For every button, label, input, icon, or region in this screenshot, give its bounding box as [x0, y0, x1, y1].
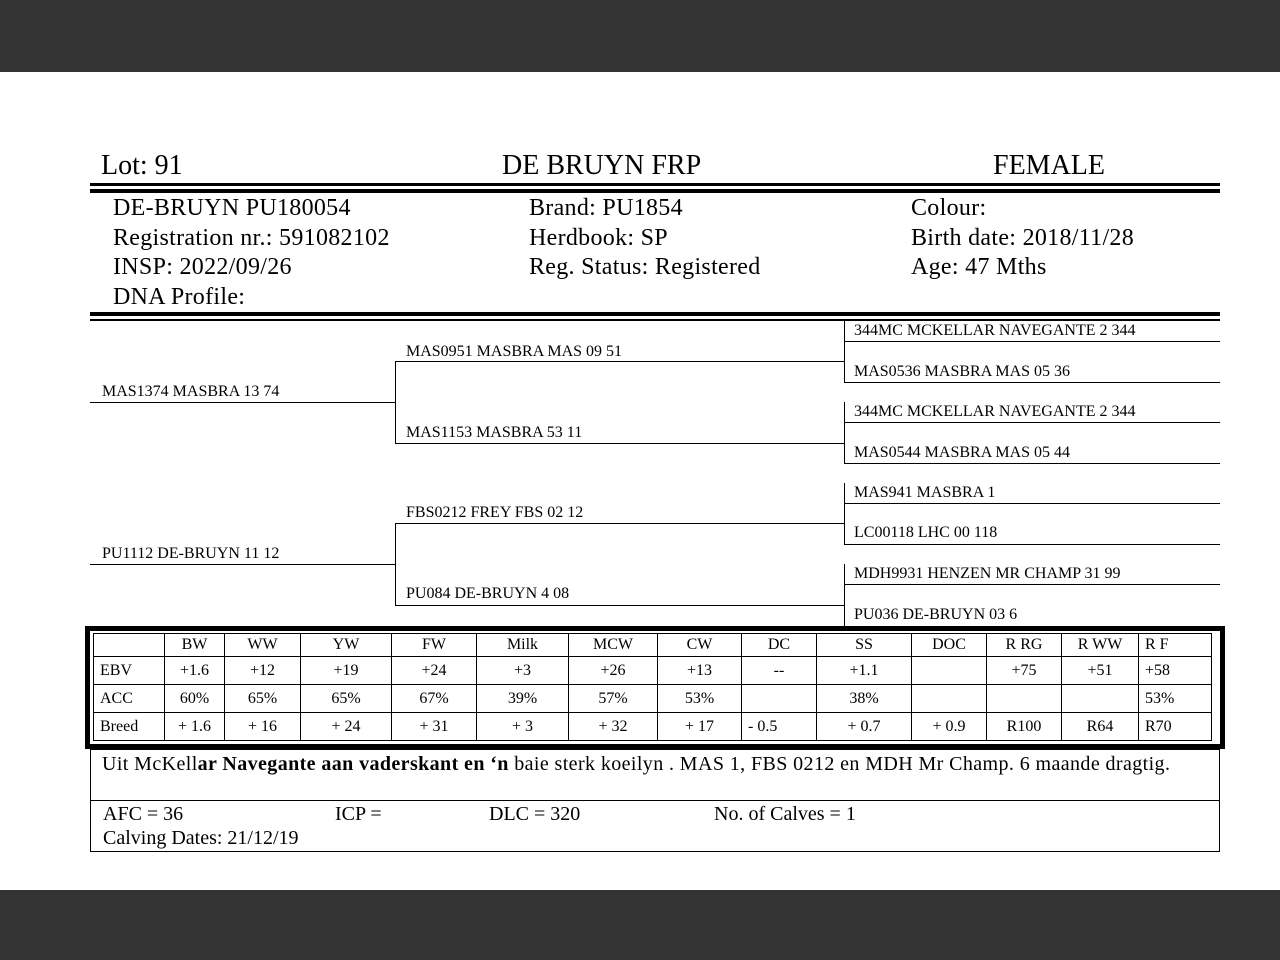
pedigree-line — [844, 422, 1220, 423]
pedigree-dam-dam: PU084 DE-BRUYN 4 08 — [406, 585, 570, 602]
pedigree-line — [844, 544, 1220, 545]
pedigree-connector — [844, 483, 845, 544]
animal-name: DE-BRUYN PU180054 — [113, 195, 351, 221]
table-header-cell: DOC — [912, 634, 987, 657]
table-row-label: EBV — [94, 657, 165, 685]
pedigree-connector — [395, 524, 396, 605]
table-cell: 53% — [658, 685, 742, 713]
registration-number: Registration nr.: 591082102 — [113, 224, 390, 251]
pedigree-sire-sire: MAS0951 MASBRA MAS 09 51 — [406, 343, 623, 360]
table-cell — [912, 685, 987, 713]
animal-birth-column — [911, 194, 1134, 283]
info-rule-double — [90, 319, 1220, 321]
table-header-cell: CW — [658, 634, 742, 657]
table-cell: 39% — [477, 685, 569, 713]
table-cell: R70 — [1139, 713, 1212, 741]
table-cell: - 0.5 — [742, 713, 817, 741]
table-cell: +12 — [225, 657, 301, 685]
breeder-name: DE BRUYN FRP — [502, 150, 702, 181]
table-row-label: Breed — [94, 713, 165, 741]
table-cell: R64 — [1062, 713, 1139, 741]
pedigree-dam-sire: FBS0212 FREY FBS 02 12 — [406, 504, 584, 521]
table-cell: +1.6 — [165, 657, 225, 685]
table-cell — [1062, 685, 1139, 713]
table-cell: + 16 — [225, 713, 301, 741]
pedigree-line — [395, 443, 845, 444]
table-cell: 65% — [301, 685, 392, 713]
table-cell: 65% — [225, 685, 301, 713]
table-row — [94, 713, 1212, 741]
table-cell: +19 — [301, 657, 392, 685]
pedigree-connector — [395, 362, 396, 443]
pedigree-ggp-3: 344MC MCKELLAR NAVEGANTE 2 344 — [854, 403, 1136, 420]
pedigree-sire-dam: MAS1153 MASBRA 53 11 — [406, 424, 583, 441]
pedigree-line — [395, 605, 845, 606]
table-header-cell: R WW — [1062, 634, 1139, 657]
pedigree-line — [844, 503, 1220, 504]
table-cell: + 17 — [658, 713, 742, 741]
table-cell: +13 — [658, 657, 742, 685]
pedigree-ggp-2: MAS0536 MASBRA MAS 05 36 — [854, 363, 1071, 380]
pedigree-ggp-7: MDH9931 HENZEN MR CHAMP 31 99 — [854, 565, 1121, 582]
table-header-cell: R RG — [987, 634, 1062, 657]
table-cell: + 31 — [392, 713, 477, 741]
table-cell: 67% — [392, 685, 477, 713]
table-cell: 60% — [165, 685, 225, 713]
table-header-cell: YW — [301, 634, 392, 657]
table-cell: +58 — [1139, 657, 1212, 685]
table-cell: + 0.7 — [817, 713, 912, 741]
header-rule-double — [90, 189, 1220, 193]
comment-bold-text: ar Navegante aan vaderskant en ‘n — [197, 753, 509, 775]
comments-box — [90, 749, 1220, 801]
comment-text: Uit McKell — [102, 753, 198, 775]
table-cell — [742, 685, 817, 713]
table-row-label: ACC — [94, 685, 165, 713]
table-cell: + 1.6 — [165, 713, 225, 741]
herdbook: Herdbook: SP — [529, 224, 668, 251]
table-cell: 57% — [569, 685, 658, 713]
table-cell: + 3 — [477, 713, 569, 741]
table-cell — [987, 685, 1062, 713]
table-cell: 38% — [817, 685, 912, 713]
table-cell: +24 — [392, 657, 477, 685]
colour: Colour: — [911, 195, 987, 221]
lot-number: Lot: 91 — [101, 150, 183, 181]
dna-profile: DNA Profile: — [113, 283, 246, 310]
pedigree-connector — [844, 564, 845, 626]
table-cell: + 0.9 — [912, 713, 987, 741]
info-rule-thick — [90, 312, 1220, 316]
table-cell: +51 — [1062, 657, 1139, 685]
table-header-cell — [94, 634, 165, 657]
table-cell: +1.1 — [817, 657, 912, 685]
pedigree-ggp-5: MAS941 MASBRA 1 — [854, 484, 996, 501]
pedigree-line — [844, 584, 1220, 585]
table-row — [94, 685, 1212, 713]
header-rule-thick — [90, 183, 1220, 186]
brand: Brand: PU1854 — [529, 195, 683, 221]
table-header-cell: MCW — [569, 634, 658, 657]
pedigree-ggp-4: MAS0544 MASBRA MAS 05 44 — [854, 444, 1071, 461]
calving-dates: Calving Dates: 21/12/19 — [103, 827, 299, 849]
animal-brand-column — [529, 194, 761, 283]
ebv-header-row — [94, 634, 1212, 657]
calves-count: No. of Calves = 1 — [714, 803, 856, 825]
age: Age: 47 Mths — [911, 254, 1047, 280]
table-header-cell: WW — [225, 634, 301, 657]
table-cell — [912, 657, 987, 685]
pedigree-line — [395, 523, 845, 524]
pedigree-line — [90, 564, 396, 565]
animal-identity-column — [113, 194, 390, 312]
pedigree-connector — [844, 402, 845, 464]
pedigree-line — [395, 361, 845, 362]
pedigree-ggp-8: PU036 DE-BRUYN 03 6 — [854, 606, 1018, 623]
icp-value: ICP = — [335, 803, 382, 825]
pedigree-dam: PU1112 DE-BRUYN 11 12 — [102, 545, 280, 562]
pedigree-line — [844, 341, 1220, 342]
pedigree-connector — [844, 321, 845, 382]
comment-text: baie sterk koeilyn . MAS 1, FBS 0212 en MDH Mr Champ. 6 maande dragtig. — [508, 753, 1171, 775]
pedigree-ggp-1: 344MC MCKELLAR NAVEGANTE 2 344 — [854, 322, 1136, 339]
table-cell: R100 — [987, 713, 1062, 741]
table-row — [94, 657, 1212, 685]
ebv-table — [93, 633, 1212, 741]
dlc-value: DLC = 320 — [489, 803, 581, 825]
table-header-cell: FW — [392, 634, 477, 657]
pedigree-line — [844, 463, 1220, 464]
table-cell: +75 — [987, 657, 1062, 685]
calving-stats-box — [90, 800, 1220, 852]
table-cell: +26 — [569, 657, 658, 685]
pedigree-sire: MAS1374 MASBRA 13 74 — [102, 383, 280, 400]
table-cell: + 24 — [301, 713, 392, 741]
table-cell: 53% — [1139, 685, 1212, 713]
table-cell: -- — [742, 657, 817, 685]
table-cell: +3 — [477, 657, 569, 685]
top-letterbox-bar — [0, 0, 1280, 72]
table-header-cell: R F — [1139, 634, 1212, 657]
pedigree-ggp-6: LC00118 LHC 00 118 — [854, 524, 998, 541]
table-header-cell: Milk — [477, 634, 569, 657]
pedigree-line — [844, 382, 1220, 383]
inspection-date: INSP: 2022/09/26 — [113, 254, 292, 280]
bottom-letterbox-bar — [0, 890, 1280, 960]
pedigree-line — [90, 402, 396, 403]
table-header-cell: DC — [742, 634, 817, 657]
table-header-cell: BW — [165, 634, 225, 657]
birth-date: Birth date: 2018/11/28 — [911, 224, 1135, 251]
reg-status: Reg. Status: Registered — [529, 254, 761, 280]
afc-value: AFC = 36 — [103, 803, 184, 825]
sex-label: FEMALE — [993, 150, 1105, 181]
table-header-cell: SS — [817, 634, 912, 657]
table-cell: + 32 — [569, 713, 658, 741]
